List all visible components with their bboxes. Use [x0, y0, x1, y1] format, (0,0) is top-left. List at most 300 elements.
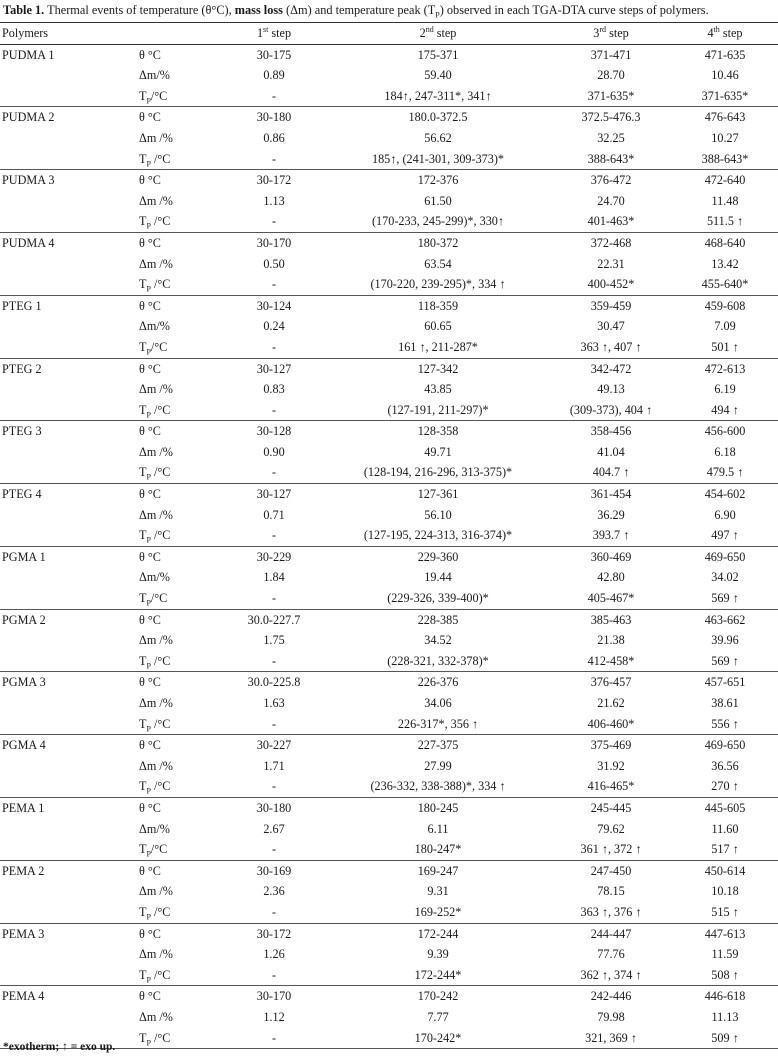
step-1-value: 30.0-225.8: [247, 675, 301, 690]
step-4-value: 10.27: [711, 130, 739, 145]
polymer-name: [0, 337, 137, 358]
parameter-label: θ °C: [139, 487, 161, 502]
header-step-1: 1st step: [222, 23, 326, 45]
step-1-value: 1.13: [263, 193, 285, 208]
step-4-value: 459-608: [704, 298, 746, 313]
step-1-value: -: [222, 902, 326, 923]
step-4-value: 511.5 ↑: [672, 211, 778, 232]
polymer-name: [0, 442, 137, 463]
step-2-value: 185↑, (241-301, 309-373)*: [326, 149, 550, 170]
step-4-value: 11.48: [711, 193, 739, 208]
polymer-name: [0, 944, 137, 965]
polymer-name: [0, 191, 137, 212]
parameter-label: Δm /%: [139, 758, 173, 773]
step-4-value: 501 ↑: [672, 337, 778, 358]
step-3-value: 41.04: [597, 444, 625, 459]
step-4-value: 471-635: [704, 47, 746, 62]
parameter-label: $T_P$ /°C: [137, 149, 222, 170]
table-row: [0, 651, 778, 672]
polymer-name: [0, 567, 137, 588]
step-4-value: 39.96: [711, 633, 739, 648]
parameter-label: Δm /%: [139, 256, 173, 271]
step-2-value: (127-191, 211-297)*: [326, 400, 550, 421]
table-row: [0, 756, 778, 777]
caption-text-3: ) observed in each TGA-DTA curve steps of polymers.: [439, 3, 709, 17]
step-3-value: 385-463: [590, 612, 632, 627]
table-row: [0, 735, 778, 756]
step-1-value: 30-124: [256, 298, 292, 313]
polymer-name: [0, 693, 137, 714]
step-1-value: -: [222, 651, 326, 672]
step-2-value: 27.99: [424, 758, 452, 773]
step-1-value: 1.63: [263, 696, 285, 710]
step-2-value: 9.31: [427, 884, 449, 899]
table-row: [0, 630, 778, 651]
parameter-label: $T_P/^\circ C$: [137, 337, 222, 358]
table-row: [0, 588, 778, 609]
step-3-value: 30.47: [597, 319, 625, 334]
step-4-value: 11.59: [711, 947, 739, 962]
step-4-value: 468-640: [704, 235, 746, 250]
table-row: [0, 191, 778, 212]
polymer-name: [0, 211, 137, 232]
table-row: [0, 274, 778, 295]
step-1-value: -: [222, 588, 326, 609]
polymer-name: PEMA 4: [2, 989, 45, 1004]
parameter-label: θ °C: [139, 47, 161, 62]
step-3-value: 358-456: [590, 424, 632, 439]
step-4-value: 6.18: [714, 444, 736, 459]
step-1-value: -: [222, 337, 326, 358]
parameter-label: $T_P$ /°C: [137, 274, 222, 295]
parameter-label: Δm /%: [139, 193, 173, 208]
polymer-name: [0, 128, 137, 149]
step-1-value: 30-180: [256, 800, 292, 815]
parameter-label: $T_P/^\circ C$: [137, 588, 222, 609]
step-4-value: 479.5 ↑: [672, 462, 778, 483]
step-3-value: 401-463*: [550, 211, 672, 232]
table-row: [0, 797, 778, 818]
step-1-value: 30-127: [256, 361, 292, 376]
step-2-value: (229-326, 339-400)*: [326, 588, 550, 609]
step-1-value: 2.36: [263, 884, 285, 899]
step-3-value: 247-450: [590, 863, 632, 878]
step-4-value: 472-613: [704, 361, 746, 376]
polymer-name: [0, 965, 137, 986]
step-2-value: 161 ↑, 211-287*: [326, 337, 550, 358]
table-row: [0, 65, 778, 86]
step-4-value: 457-651: [704, 675, 746, 690]
header-polymers: Polymers: [0, 23, 137, 45]
table-row: [0, 254, 778, 275]
step-1-value: -: [222, 965, 326, 986]
caption-sub: P: [435, 10, 440, 20]
step-2-value: 170-242*: [326, 1028, 550, 1049]
step-2-value: 226-376: [417, 675, 459, 690]
table-row: [0, 149, 778, 170]
step-1-value: -: [222, 462, 326, 483]
step-2-value: 128-358: [417, 424, 459, 439]
parameter-label: θ °C: [139, 612, 161, 627]
footnote: *exotherm; ↑ = exo up.: [3, 1041, 116, 1053]
polymer-name: [0, 379, 137, 400]
table-row: [0, 546, 778, 567]
polymer-name: PUDMA 2: [2, 110, 55, 125]
polymer-name: [0, 756, 137, 777]
header-step-4: 4th step: [672, 23, 778, 45]
step-3-value: 360-469: [590, 549, 632, 564]
table-row: [0, 881, 778, 902]
step-3-value: 412-458*: [550, 651, 672, 672]
parameter-label: Δm /%: [139, 884, 173, 899]
step-2-value: 118-359: [417, 298, 459, 313]
polymer-name: [0, 714, 137, 735]
parameter-label: Δm /%: [139, 947, 173, 962]
parameter-label: $T_P$ /°C: [137, 1028, 222, 1049]
parameter-label: Δm /%: [139, 444, 173, 459]
step-3-value: 371-635*: [550, 86, 672, 107]
step-1-value: -: [222, 149, 326, 170]
table-row: [0, 944, 778, 965]
step-4-value: 13.42: [711, 256, 739, 271]
table-row: [0, 609, 778, 630]
step-4-value: 508 ↑: [672, 965, 778, 986]
polymer-name: [0, 86, 137, 107]
step-1-value: 30-227: [256, 738, 292, 753]
table-row: [0, 672, 778, 693]
step-2-value: (128-194, 216-296, 313-375)*: [326, 462, 550, 483]
step-2-value: 60.65: [424, 319, 452, 334]
polymer-name: [0, 881, 137, 902]
parameter-label: θ °C: [139, 424, 161, 439]
step-1-value: 2.67: [263, 821, 285, 836]
table-row: [0, 170, 778, 191]
step-2-value: (170-220, 239-295)*, 334 ↑: [326, 274, 550, 295]
step-3-value: 372.5-476.3: [581, 110, 641, 125]
step-2-value: 6.11: [427, 821, 449, 836]
step-4-value: 447-613: [704, 926, 746, 941]
polymer-name: PEMA 1: [2, 800, 45, 815]
step-1-value: 30-170: [256, 989, 292, 1004]
polymer-name: [0, 254, 137, 275]
step-2-value: (127-195, 224-313, 316-374)*: [326, 525, 550, 546]
step-3-value: 24.70: [597, 193, 625, 208]
step-1-value: 30-180: [256, 110, 292, 125]
parameter-label: θ °C: [139, 800, 161, 815]
polymer-name: [0, 505, 137, 526]
table-row: [0, 484, 778, 505]
step-3-value: (309-373), 404 ↑: [550, 400, 672, 421]
step-2-value: 63.54: [424, 256, 452, 271]
step-2-value: 172-244*: [326, 965, 550, 986]
step-3-value: 400-452*: [550, 274, 672, 295]
step-2-value: 172-244: [417, 926, 459, 941]
parameter-label: θ °C: [139, 298, 161, 313]
step-3-value: 388-643*: [550, 149, 672, 170]
table-row: [0, 776, 778, 797]
step-3-value: 42.80: [597, 570, 625, 585]
step-4-value: 446-618: [704, 989, 746, 1004]
step-1-value: 30-172: [256, 926, 292, 941]
header-step-3: 3rd step: [550, 23, 672, 45]
step-4-value: 445-605: [704, 800, 746, 815]
step-4-value: 10.18: [711, 884, 739, 899]
parameter-label: θ °C: [139, 110, 161, 125]
parameter-label: Δm /%: [139, 696, 173, 710]
step-3-value: 363 ↑, 376 ↑: [550, 902, 672, 923]
step-3-value: 79.62: [597, 821, 625, 836]
table-row: [0, 400, 778, 421]
table-row: [0, 421, 778, 442]
step-3-value: 393.7 ↑: [550, 525, 672, 546]
step-4-value: 476-643: [704, 110, 746, 125]
polymer-name: PEMA 3: [2, 926, 45, 941]
parameter-label: $T_P$ /°C: [137, 776, 222, 797]
step-2-value: 9.39: [427, 947, 449, 962]
step-3-value: 359-459: [590, 298, 632, 313]
polymer-name: PGMA 3: [2, 675, 46, 690]
step-3-value: 28.70: [597, 68, 625, 83]
parameter-label: θ °C: [139, 863, 161, 878]
table-row: [0, 128, 778, 149]
step-3-value: 21.38: [597, 633, 625, 648]
table-row: [0, 442, 778, 463]
step-3-value: 242-446: [590, 989, 632, 1004]
step-2-value: 229-360: [417, 549, 459, 564]
step-3-value: 362 ↑, 374 ↑: [550, 965, 672, 986]
parameter-label: Δm /%: [139, 382, 173, 397]
polymer-name: PGMA 4: [2, 738, 46, 753]
parameter-label: Δm /%: [139, 633, 173, 648]
step-2-value: 127-342: [417, 361, 459, 376]
parameter-label: Δm/%: [139, 570, 170, 585]
polymer-name: PTEG 1: [2, 298, 42, 313]
polymer-name: [0, 630, 137, 651]
polymer-name: PTEG 3: [2, 424, 42, 439]
parameter-label: $T_P$ /°C: [137, 525, 222, 546]
step-2-value: 7.77: [427, 1009, 449, 1024]
table-row: [0, 693, 778, 714]
step-1-value: 1.71: [263, 758, 285, 773]
step-3-value: 78.15: [597, 884, 625, 899]
parameter-label: Δm/%: [139, 319, 170, 334]
polymer-name: [0, 651, 137, 672]
step-4-value: 388-643*: [672, 149, 778, 170]
parameter-label: $T_P$ /°C: [137, 211, 222, 232]
step-3-value: 363 ↑, 407 ↑: [550, 337, 672, 358]
polymer-name: [0, 274, 137, 295]
step-4-value: 6.90: [714, 507, 736, 522]
step-3-value: 49.13: [597, 382, 625, 397]
polymer-name: [0, 149, 137, 170]
table-row: [0, 860, 778, 881]
step-2-value: 175-371: [417, 47, 459, 62]
table-row: [0, 839, 778, 860]
parameter-label: $T_P$ /°C: [137, 651, 222, 672]
step-2-value: 34.52: [424, 633, 452, 648]
step-3-value: 371-471: [590, 47, 632, 62]
step-2-value: (236-332, 338-388)*, 334 ↑: [326, 776, 550, 797]
step-2-value: 127-361: [417, 487, 459, 502]
step-1-value: 0.89: [263, 68, 285, 83]
step-1-value: -: [222, 525, 326, 546]
step-3-value: 77.76: [597, 947, 625, 962]
step-4-value: 497 ↑: [672, 525, 778, 546]
polymer-name: PTEG 4: [2, 487, 42, 502]
parameter-label: θ °C: [139, 989, 161, 1004]
step-3-value: 21.62: [597, 696, 625, 710]
step-2-value: 43.85: [424, 382, 452, 397]
step-1-value: 30.0-227.7: [247, 612, 301, 627]
step-2-value: 169-252*: [326, 902, 550, 923]
step-3-value: 22.31: [597, 256, 625, 271]
step-1-value: 1.75: [263, 633, 285, 648]
step-4-value: 10.46: [711, 68, 739, 83]
step-1-value: 30-229: [256, 549, 292, 564]
table-row: [0, 316, 778, 337]
step-2-value: 169-247: [417, 863, 459, 878]
step-2-value: 172-376: [417, 173, 459, 188]
step-4-value: 371-635*: [672, 86, 778, 107]
table-row: [0, 525, 778, 546]
polymer-name: PTEG 2: [2, 361, 42, 376]
step-1-value: 30-127: [256, 487, 292, 502]
table-row: [0, 337, 778, 358]
step-1-value: 30-128: [256, 424, 292, 439]
table-row: [0, 1007, 778, 1028]
step-2-value: 180-372: [417, 235, 459, 250]
step-4-value: 270 ↑: [672, 776, 778, 797]
step-4-value: 455-640*: [672, 274, 778, 295]
step-4-value: 6.19: [714, 382, 736, 397]
step-4-value: 517 ↑: [672, 839, 778, 860]
parameter-label: Δm/%: [139, 821, 170, 836]
parameter-label: θ °C: [139, 926, 161, 941]
step-2-value: 170-242: [417, 989, 459, 1004]
table-row: [0, 295, 778, 316]
step-4-value: 463-662: [704, 612, 746, 627]
table-row: [0, 107, 778, 128]
step-1-value: -: [222, 839, 326, 860]
polymer-name: [0, 65, 137, 86]
polymer-name: [0, 462, 137, 483]
step-3-value: 342-472: [590, 361, 632, 376]
step-4-value: 11.60: [711, 821, 739, 836]
polymer-name: PUDMA 3: [2, 173, 55, 188]
step-4-value: 34.02: [711, 570, 739, 585]
table-caption: [3, 3, 775, 20]
step-3-value: 361 ↑, 372 ↑: [550, 839, 672, 860]
step-2-value: 19.44: [424, 570, 452, 585]
polymer-name: PEMA 2: [2, 863, 45, 878]
table-row: [0, 44, 778, 65]
step-1-value: 0.83: [263, 382, 285, 397]
step-2-value: 56.62: [424, 130, 452, 145]
step-1-value: -: [222, 86, 326, 107]
step-2-value: 56.10: [424, 507, 452, 522]
step-1-value: 0.71: [263, 507, 285, 522]
step-1-value: -: [222, 1028, 326, 1049]
step-1-value: -: [222, 211, 326, 232]
step-2-value: 227-375: [417, 738, 459, 753]
step-3-value: 244-447: [590, 926, 632, 941]
step-1-value: 30-170: [256, 235, 292, 250]
parameter-label: $T_P$ /°C: [137, 902, 222, 923]
table-row: [0, 505, 778, 526]
step-2-value: 180.0-372.5: [408, 110, 468, 125]
step-3-value: 79.98: [597, 1009, 625, 1024]
polymer-name: [0, 839, 137, 860]
parameter-label: $T_P$ /°C: [137, 462, 222, 483]
polymer-name: [0, 588, 137, 609]
step-3-value: 404.7 ↑: [550, 462, 672, 483]
step-3-value: 321, 369 ↑: [550, 1028, 672, 1049]
step-4-value: 515 ↑: [672, 902, 778, 923]
step-1-value: 1.26: [263, 947, 285, 962]
table-row: [0, 379, 778, 400]
step-4-value: 556 ↑: [672, 714, 778, 735]
step-4-value: 7.09: [714, 319, 736, 334]
step-4-value: 36.56: [711, 758, 739, 773]
step-1-value: 1.84: [263, 570, 285, 585]
step-4-value: 469-650: [704, 738, 746, 753]
step-4-value: 38.61: [711, 696, 739, 710]
parameter-label: $T_P$ /°C: [137, 965, 222, 986]
step-2-value: 180-245: [417, 800, 459, 815]
step-1-value: -: [222, 400, 326, 421]
table-label: Table 1.: [3, 3, 45, 17]
step-4-value: 11.13: [711, 1009, 739, 1024]
step-3-value: 375-469: [590, 738, 632, 753]
polymer-name: [0, 1007, 137, 1028]
parameter-label: θ °C: [139, 361, 161, 376]
table-row: [0, 1028, 778, 1049]
step-4-value: 454-602: [704, 487, 746, 502]
polymer-name: [0, 316, 137, 337]
step-1-value: 0.90: [263, 444, 285, 459]
step-1-value: 1.12: [263, 1009, 285, 1024]
step-1-value: 0.24: [263, 319, 285, 334]
parameter-label: Δm /%: [139, 130, 173, 145]
table-row: [0, 986, 778, 1007]
table-body: [0, 44, 778, 1049]
step-2-value: 34.06: [424, 696, 452, 710]
step-2-value: 184↑, 247-311*, 341↑: [326, 86, 550, 107]
header-row: [0, 23, 778, 45]
step-1-value: 0.50: [263, 256, 285, 271]
step-2-value: (170-233, 245-299)*, 330↑: [326, 211, 550, 232]
polymer-name: PGMA 2: [2, 612, 46, 627]
polymer-name: [0, 400, 137, 421]
parameter-label: $T_P/^\circ C$: [137, 86, 222, 107]
step-2-value: 226-317*, 356 ↑: [326, 714, 550, 735]
step-3-value: 32.25: [597, 130, 625, 145]
header-blank: [137, 23, 222, 45]
step-3-value: 31.92: [597, 758, 625, 773]
step-1-value: 30-175: [256, 47, 292, 62]
step-3-value: 416-465*: [550, 776, 672, 797]
step-3-value: 245-445: [590, 800, 632, 815]
parameter-label: Δm/%: [139, 68, 170, 83]
parameter-label: $T_P/^\circ C$: [137, 839, 222, 860]
polymer-name: [0, 525, 137, 546]
header-step-2: 2nd step: [326, 23, 550, 45]
table-row: [0, 714, 778, 735]
step-4-value: 494 ↑: [672, 400, 778, 421]
polymer-name: [0, 902, 137, 923]
step-1-value: 30-169: [256, 863, 292, 878]
step-1-value: -: [222, 274, 326, 295]
